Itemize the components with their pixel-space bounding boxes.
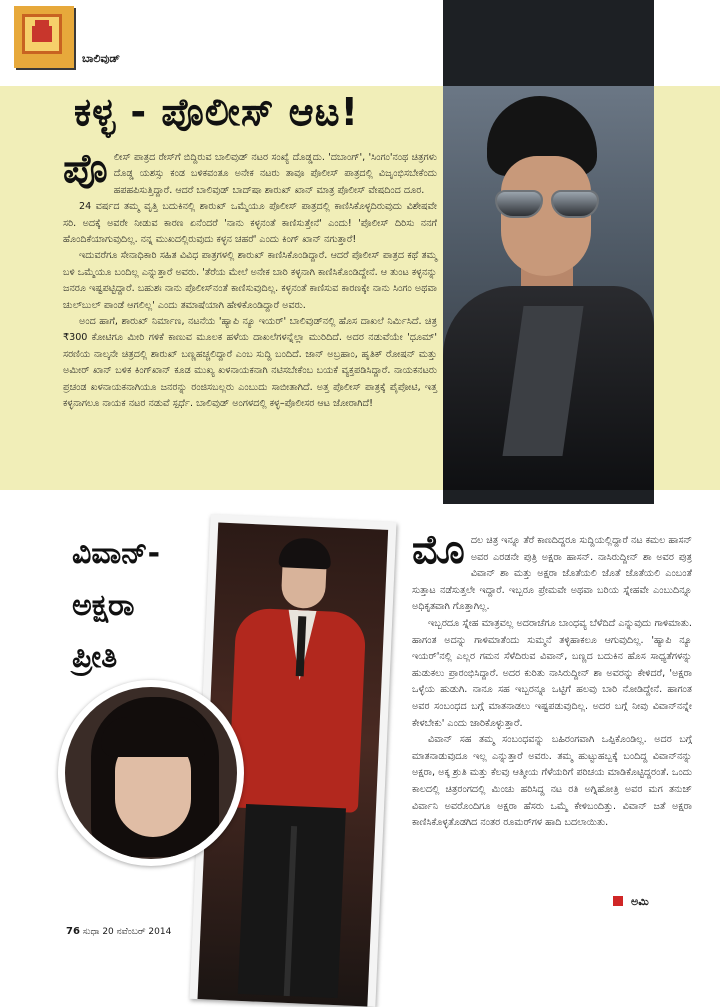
author-byline [613,895,649,909]
actress-portrait [58,680,244,866]
section-logo [14,6,74,68]
actor-photo [443,86,654,490]
page-number: 76 [66,926,80,937]
drop-cap: ಪೊ [63,146,108,192]
article-headline: ಕಳ್ಳ - ಪೊಲೀಸ್ ಆಟ! [74,90,359,134]
paragraph-text: ಲೀಸ್ ಪಾತ್ರದ ರೇಸ್‌ಗೆ ಬಿದ್ದಿರುವ ಬಾಲಿವುಡ್ ನಟರ ಸಂಖ್ಯೆ ದೊಡ್ಡದು. 'ದಬಾಂಗ್', 'ಸಿಂಗಂ'ನಂಥ ಚಿತ್ರಗಳು ದೊಡ್ಡ ಯಶಸ್ಸು ಕಂಡ ಬಳಿಕವಂತೂ ಅನೇಕ ನಟರು ತಾವೂ ಪೊಲೀಸ್ ಪಾತ್ರದಲ್ಲಿ ವಿಜೃಂಭಿಸಬೇಕೆಂದು ಹಪಹಪಿಸುತ್ತಿದ್ದಾರೆ. ಆದರೆ ಬಾಲಿವುಡ್ ಬಾದ್‌ಷಾ ಶಾರುಖ್ ಖಾನ್ ಮಾತ್ರ ಪೊಲೀಸ್ ವೇಷದಿಂದ ದೂರ. [113,152,437,196]
article-paragraph: ಇಬ್ಬರದೂ ಸ್ನೇಹ ಮಾತ್ರವಲ್ಲ ಅದರಾಚೆಗೂ ಬಾಂಧವ್ಯ ಬೆಳೆದಿದೆ ಎನ್ನುವುದು ಗಾಳಿಮಾತು. ಹಾಗಂತ ಅದನ್ನು ಗಾಳಿಮಾತೆಂದು ಸುಮ್ಮನೆ ತಳ್ಳಿಹಾಕಲೂ ಆಗುವುದಿಲ್ಲ. 'ಹ್ಯಾಪಿ ನ್ಯೂ ಇಯರ್'ನಲ್ಲಿ ಎಲ್ಲರ ಗಮನ ಸೆಳೆದಿರುವ ವಿವಾನ್, ಬಣ್ಣದ ಬದುಕಿನ ಹೊಸ ಸಾಧ್ಯತೆಗಳನ್ನು ಹುಡುಕಲು ಪ್ರಾರಂಭಿಸಿದ್ದಾರೆ. ಅದರ ಕುರಿತು ನಾಸಿರುದ್ದೀನ್ ಶಾ ಅವರನ್ನು ಕೇಳಿದರೆ, 'ಅಕ್ಷರಾ ಒಳ್ಳೆಯ ಹುಡುಗಿ. ನಾನೂ ಸಹ ಇಬ್ಬರನ್ನೂ ಒಟ್ಟಿಗೆ ಹಲವು ಬಾರಿ ನೋಡಿದ್ದೇನೆ. ಹಾಗಂತ ಅವರ ಸಂಬಂಧದ ಬಗ್ಗೆ ಮಾತನಾಡಲು ಇಷ್ಟಪಡುವುದಿಲ್ಲ. ಅದರ ಬಗ್ಗೆ ನೀವು ವಿವಾನ್‌ನನ್ನೇ ಕೇಳಬೇಕು' ಎಂದು ಜಾರಿಕೊಳ್ಳುತ್ತಾರೆ. [412,617,692,729]
drop-cap: ಮೊ [412,527,465,573]
portrait-bangs [101,717,205,757]
photo-bottom-bar [443,490,654,504]
article-paragraph: ವಿವಾನ್ ಸಹ ತಮ್ಮ ಸಂಬಂಧವನ್ನು ಬಹಿರಂಗವಾಗಿ ಒಪ್ಪಿಕೊಂಡಿಲ್ಲ. ಅದರ ಬಗ್ಗೆ ಮಾತನಾಡುವುದೂ ಇಲ್ಲ ಎನ್ನುತ್ತಾರೆ ಅವರು. ತಮ್ಮ ಹುಟ್ಟುಹಬ್ಬಕ್ಕೆ ಬಂದಿದ್ದ ವಿವಾನ್‌ನನ್ನು ಅಕ್ಷರಾ, ಅಕ್ಕ ಶ್ರುತಿ ಮತ್ತು ಕೆಲವು ಆತ್ಮೀಯ ಗೆಳೆಯರಿಗೆ ಪರಿಚಯ ಮಾಡಿಕೊಟ್ಟಿದ್ದರಂತೆ. ಒಂದು ಕಾಲದಲ್ಲಿ ಚಿತ್ರರಂಗದಲ್ಲಿ ಮಿಂಚು ಹರಿಸಿದ್ದ ನಟ ರತಿ ಅಗ್ನಿಹೋತ್ರಿ ಅವರ ಮಗ ತನುಜ್ ವಿರ್ವಾನಿ ಅವರೊಂದಿಗೂ ಅಕ್ಷರಾ ಹೆಸರು ಒಮ್ಮೆ ಕೇಳಿಬಂದಿತ್ತು. ವಿವಾನ್ ಜತೆ ಅಕ್ಷರಾ ಕಾಣಿಸಿಕೊಳ್ಳತೊಡಗಿದ ನಂತರ ರೂಮರ್‌ಗಳ ಹಾದಿ ಬದಲಾಯಿತು. [412,734,692,829]
author-mark-icon [613,896,623,906]
article-paragraph: 24 ವರ್ಷದ ತಮ್ಮ ವೃತ್ತಿ ಬದುಕಿನಲ್ಲಿ ಶಾರುಖ್ ಒಮ್ಮೆಯೂ ಪೊಲೀಸ್ ಪಾತ್ರದಲ್ಲಿ ಕಾಣಿಸಿಕೊಳ್ಳದಿರುವುದು ವಿಶೇಷವೇ ಸರಿ. ಅದಕ್ಕೆ ಅವರೇ ನೀಡುವ ಕಾರಣ ಏನೆಂದರೆ 'ನಾನು ಕಳ್ಳನಂತೆ ಕಾಣಿಸುತ್ತೇನೆ' ಎಂದು! 'ಪೊಲೀಸ್ ದಿರಿಸು ನನಗೆ ಹೊಂದಿಕೆಯಾಗುವುದಿಲ್ಲ. ನನ್ನ ಮುಖದಲ್ಲಿರುವುದು ಕಳ್ಳನ ಚಹರೆ' ಎಂದು ಕಿಂಗ್ ಖಾನ್ ನಗುತ್ತಾರೆ! [63,201,437,246]
band-right-strip [654,86,720,490]
article-paragraph: ಇದುವರೆಗೂ ಸೇನಾಧಿಕಾರಿ ಸಹಿತ ವಿವಿಧ ಪಾತ್ರಗಳಲ್ಲಿ ಶಾರುಖ್ ಕಾಣಿಸಿಕೊಂಡಿದ್ದಾರೆ. ಆದರೆ ಪೊಲೀಸ್ ಪಾತ್ರದ ಕಥೆ ತಮ್ಮ ಬಳಿ ಒಮ್ಮೆಯೂ ಬಂದಿಲ್ಲ ಎನ್ನುತ್ತಾರೆ ಅವರು. 'ತೆರೆಯ ಮೇಲೆ ಅನೇಕ ಬಾರಿ ಕಳ್ಳನಾಗಿ ಕಾಣಿಸಿಕೊಂಡಿದ್ದೇನೆ. ಆ ತುಂಟ ಕಳ್ಳನನ್ನು ಜನರೂ ಇಷ್ಟಪಟ್ಟಿದ್ದಾರೆ. ಬಹುಶಃ ನಾನು ಪೊಲೀಸ್‌ನಂತೆ ಕಾಣಿಸುವುದಿಲ್ಲ. ಕಳ್ಳನಂತೆ ಕಾಣಿಸುವ ಕಾರಣಕ್ಕೇ ನಾನು ಸಿಂಗಂ ಅಥವಾ ಚುಲ್‌ಬುಲ್ ಪಾಂಡೆ ಆಗಲಿಲ್ಲ' ಎಂದು ತಮಾಷೆಯಾಗಿ ಹೇಳಿಕೊಂಡಿದ್ದಾರೆ ಅವರು. [63,250,438,311]
issue-date: 20 ನವೆಂಬರ್ 2014 [102,927,172,937]
article-paragraph [412,527,692,616]
section-label: ಬಾಲಿವುಡ್ [82,52,120,65]
article-paragraph: ಅಂದ ಹಾಗೆ, ಶಾರುಖ್ ನಿರ್ಮಾಣ, ನಟನೆಯ 'ಹ್ಯಾಪಿ ನ್ಯೂ ಇಯರ್' ಬಾಲಿವುಡ್‌ನಲ್ಲಿ ಹೊಸ ದಾಖಲೆ ನಿರ್ಮಿಸಿದೆ. ಚಿತ್ರ ₹300 ಕೋಟಿಗೂ ಮೀರಿ ಗಳಿಕೆ ಕಾಣುವ ಮೂಲಕ ಹಳೆಯ ದಾಖಲೆಗಳನ್ನೆಲ್ಲಾ ಮುರಿದಿದೆ. ಅದರ ನಡುವೆಯೇ 'ಧೂಮ್' ಸರಣಿಯ ನಾಲ್ಕನೇ ಚಿತ್ರದಲ್ಲಿ ಶಾರುಖ್ ಬಣ್ಣಹಚ್ಚಲಿದ್ದಾರೆ ಎಂಬ ಸುದ್ದಿ ಬಂದಿದೆ. ಜಾನ್ ಅಬ್ರಹಾಂ, ಹೃತಿಕ್ ರೋಷನ್ ಮತ್ತು ಅಮೀರ್ ಖಾನ್ ಬಳಿಕ ಕಿಂಗ್‌ಖಾನ್ ಕೂಡ ಮುಖ್ಯ ಖಳನಾಯಕನಾಗಿ ನಟಿಸಬೇಕೆಂಬ ಬಯಕೆ ವ್ಯಕ್ತಪಡಿಸಿದ್ದಾರೆ. ನಾಯಕನಟರು ಪ್ರಚಂಡ ಖಳನಾಯಕನಾಗಿಯೂ ಜನರನ್ನು ರಂಜಿಸಬಲ್ಲರು ಎಂಬುದು ಸಾಬೀತಾಗಿದೆ. ಅತ್ತ ಪೊಲೀಸ್ ಪಾತ್ರಕ್ಕೆ ಪೈಪೋಟಿ, ಇತ್ತ ಕಳ್ಳನಾಗಲೂ ನಾಯಕ ನಟರ ನಡುವೆ ಸ್ಪರ್ಧೆ. ಬಾಲಿವುಡ್ ಅಂಗಳದಲ್ಲಿ ಕಳ್ಳ–ಪೊಲೀಸರ ಆಟ ಜೋರಾಗಿದೆ! [63,316,437,410]
sunglasses-shape [495,190,599,216]
film-icon [32,26,52,42]
photo-top-bar [443,0,654,86]
paragraph-text: ದಲ ಚಿತ್ರ ಇನ್ನೂ ತೆರೆ ಕಾಣದಿದ್ದರೂ ಸುದ್ದಿಯಲ್ಲಿದ್ದಾರೆ ನಟ ಕಮಲ ಹಾಸನ್ ಅವರ ಎರಡನೇ ಪುತ್ರಿ ಅಕ್ಷರಾ ಹಾಸನ್. ನಾಸಿರುದ್ದೀನ್ ಶಾ ಅವರ ಪುತ್ರ ವಿವಾನ್ ಶಾ ಮತ್ತು ಅಕ್ಷರಾ ಜೊತೆಯಲಿ ಜೊತೆ ಜೊತೆಯಲಿ ಎಂಬಂತೆ ಸುತ್ತಾಟ ನಡೆಸುತ್ತಲೇ ಇದ್ದಾರೆ. ಇಬ್ಬರೂ ಪ್ರೇಮವೇ ಅಥವಾ ಬರಿಯ ಸ್ನೇಹವೇ ಎಂಬುದಿನ್ನೂ ಅಧಿಕೃತವಾಗಿ ಗೊತ್ತಾಗಿಲ್ಲ. [412,535,692,613]
title-line: ವಿವಾನ್- [72,536,161,571]
photo-hair [278,537,331,569]
title-line: ಅಕ್ಷರಾ [72,588,135,623]
title-line: ಪ್ರೀತಿ [72,640,118,675]
article-body [63,146,438,413]
page-footer [66,926,171,937]
article-paragraph [63,146,437,199]
article2-title [72,528,212,684]
author-name: ಅಮಿ [631,895,649,908]
photo-pants [238,804,346,998]
magazine-name: ಸುಧಾ [82,927,100,937]
portrait-inner [65,687,237,859]
article2-body [412,527,692,832]
